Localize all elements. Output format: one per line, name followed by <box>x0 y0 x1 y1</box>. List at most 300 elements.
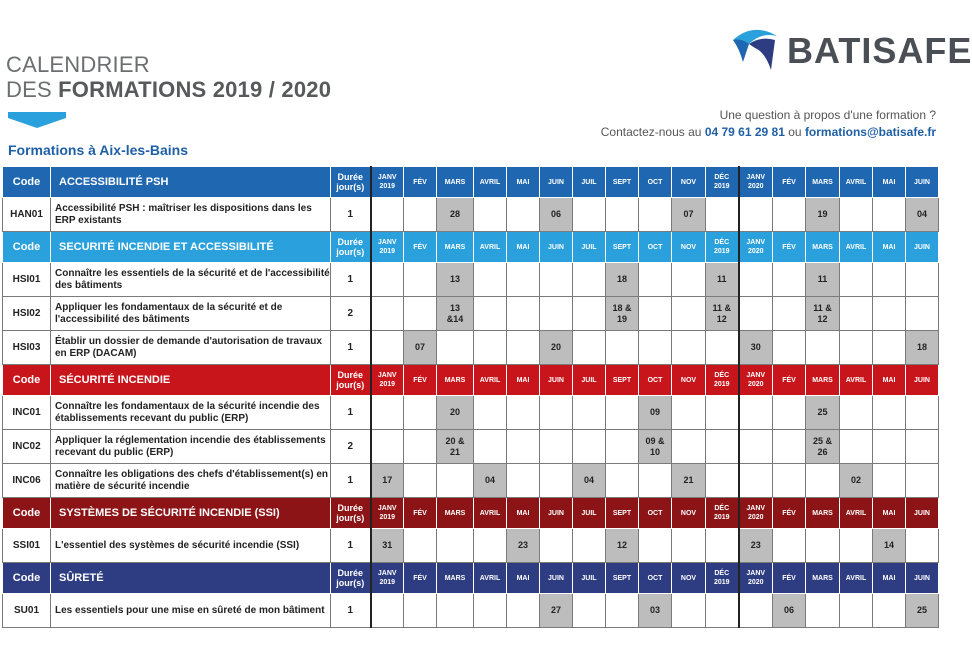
empty-cell <box>573 198 606 232</box>
training-duration: 1 <box>331 396 371 430</box>
month-header: JUIN <box>906 232 939 263</box>
empty-cell <box>540 464 573 498</box>
empty-cell <box>840 198 873 232</box>
session-date-cell[interactable]: 19 <box>806 198 840 232</box>
code-header: Code <box>3 232 51 263</box>
month-header: FÉV <box>404 167 437 198</box>
session-date-cell[interactable]: 12 <box>606 529 639 563</box>
month-header: JANV 2019 <box>371 167 404 198</box>
empty-cell <box>806 529 840 563</box>
month-header: JUIL <box>573 498 606 529</box>
empty-cell <box>873 331 906 365</box>
training-row <box>3 594 939 628</box>
session-date-cell[interactable]: 09 & 10 <box>639 430 672 464</box>
training-code: INC06 <box>3 464 51 498</box>
empty-cell <box>404 529 437 563</box>
empty-cell <box>672 396 706 430</box>
empty-cell <box>873 198 906 232</box>
month-header: JUIN <box>540 365 573 396</box>
empty-cell <box>840 263 873 297</box>
month-header: JANV 2020 <box>739 365 773 396</box>
training-duration: 2 <box>331 297 371 331</box>
month-header: JANV 2019 <box>371 365 404 396</box>
title-prefix: DES <box>6 77 52 102</box>
month-header: OCT <box>639 365 672 396</box>
month-header: NOV <box>672 498 706 529</box>
month-header: DÉC 2019 <box>706 498 739 529</box>
empty-cell <box>672 430 706 464</box>
session-date-cell[interactable]: 25 <box>906 594 939 628</box>
batisafe-logo-icon <box>731 26 781 72</box>
section-title: SÉCURITÉ INCENDIE <box>51 365 331 396</box>
contact-or: ou <box>788 125 802 139</box>
empty-cell <box>840 331 873 365</box>
training-code: SSI01 <box>3 529 51 563</box>
empty-cell <box>806 594 840 628</box>
month-header: MARS <box>437 365 474 396</box>
training-row <box>3 430 939 464</box>
empty-cell <box>739 297 773 331</box>
empty-cell <box>437 464 474 498</box>
training-calendar-table <box>2 166 939 628</box>
session-date-cell[interactable]: 25 & 26 <box>806 430 840 464</box>
session-date-cell[interactable]: 07 <box>672 198 706 232</box>
month-header: JUIN <box>906 365 939 396</box>
phone-link[interactable]: 04 79 61 29 81 <box>704 125 785 139</box>
code-header: Code <box>3 167 51 198</box>
empty-cell <box>773 263 806 297</box>
empty-cell <box>672 594 706 628</box>
month-header: JUIL <box>573 365 606 396</box>
empty-cell <box>507 594 540 628</box>
empty-cell <box>474 297 507 331</box>
section-header-row <box>3 365 939 396</box>
month-header: FÉV <box>404 232 437 263</box>
session-date-cell[interactable]: 11 <box>806 263 840 297</box>
training-duration: 1 <box>331 594 371 628</box>
empty-cell <box>739 594 773 628</box>
contact-line <box>601 124 936 141</box>
session-date-cell[interactable]: 02 <box>840 464 873 498</box>
session-date-cell[interactable]: 21 <box>672 464 706 498</box>
month-header: AVRIL <box>840 498 873 529</box>
empty-cell <box>404 594 437 628</box>
empty-cell <box>371 396 404 430</box>
empty-cell <box>474 331 507 365</box>
month-header: DÉC 2019 <box>706 232 739 263</box>
empty-cell <box>706 430 739 464</box>
month-header: MARS <box>806 167 840 198</box>
month-header: MAI <box>873 563 906 594</box>
month-header: AVRIL <box>840 365 873 396</box>
month-header: FÉV <box>404 365 437 396</box>
session-date-cell[interactable]: 18 <box>606 263 639 297</box>
session-date-cell[interactable]: 14 <box>873 529 906 563</box>
empty-cell <box>906 396 939 430</box>
training-row <box>3 464 939 498</box>
month-header: JANV 2019 <box>371 232 404 263</box>
empty-cell <box>474 263 507 297</box>
empty-cell <box>573 263 606 297</box>
training-code: HSI03 <box>3 331 51 365</box>
empty-cell <box>706 396 739 430</box>
section-header-row <box>3 232 939 263</box>
month-header: FÉV <box>773 365 806 396</box>
title-line-2 <box>6 77 331 103</box>
empty-cell <box>639 297 672 331</box>
empty-cell <box>773 396 806 430</box>
training-label: Connaître les fondamentaux de la sécurité incendie des établissements recevant du public (ERP) <box>51 396 331 430</box>
month-header: SEPT <box>606 232 639 263</box>
empty-cell <box>606 594 639 628</box>
empty-cell <box>474 529 507 563</box>
session-date-cell[interactable]: 23 <box>739 529 773 563</box>
empty-cell <box>437 594 474 628</box>
month-header: FÉV <box>404 563 437 594</box>
session-date-cell[interactable]: 06 <box>540 198 573 232</box>
section-title: ACCESSIBILITÉ PSH <box>51 167 331 198</box>
empty-cell <box>906 430 939 464</box>
month-header: MAI <box>507 563 540 594</box>
empty-cell <box>773 198 806 232</box>
session-date-cell[interactable]: 04 <box>573 464 606 498</box>
month-header: DÉC 2019 <box>706 365 739 396</box>
empty-cell <box>507 297 540 331</box>
month-header: FÉV <box>773 498 806 529</box>
empty-cell <box>639 529 672 563</box>
empty-cell <box>606 430 639 464</box>
session-date-cell[interactable]: 07 <box>404 331 437 365</box>
month-header: MAI <box>507 498 540 529</box>
empty-cell <box>672 263 706 297</box>
empty-cell <box>873 263 906 297</box>
training-label: Connaître les essentiels de la sécurité et de l'accessibilité des bâtiments <box>51 263 331 297</box>
empty-cell <box>371 297 404 331</box>
empty-cell <box>507 396 540 430</box>
session-date-cell[interactable]: 04 <box>906 198 939 232</box>
month-header: MAI <box>507 365 540 396</box>
empty-cell <box>672 331 706 365</box>
empty-cell <box>507 198 540 232</box>
training-label: L'essentiel des systèmes de sécurité incendie (SSI) <box>51 529 331 563</box>
empty-cell <box>706 529 739 563</box>
month-header: JUIN <box>906 563 939 594</box>
empty-cell <box>739 263 773 297</box>
empty-cell <box>706 331 739 365</box>
section-title: SYSTÈMES DE SÉCURITÉ INCENDIE (SSI) <box>51 498 331 529</box>
month-header: SEPT <box>606 167 639 198</box>
empty-cell <box>573 430 606 464</box>
empty-cell <box>739 198 773 232</box>
training-duration: 1 <box>331 263 371 297</box>
empty-cell <box>773 430 806 464</box>
empty-cell <box>606 198 639 232</box>
section-header-row <box>3 498 939 529</box>
month-header: MARS <box>437 563 474 594</box>
month-header: JANV 2020 <box>739 498 773 529</box>
empty-cell <box>840 297 873 331</box>
month-header: JANV 2020 <box>739 232 773 263</box>
location-name: Aix-les-Bains <box>99 142 188 158</box>
empty-cell <box>371 198 404 232</box>
month-header: MAI <box>873 232 906 263</box>
empty-cell <box>371 331 404 365</box>
month-header: AVRIL <box>474 498 507 529</box>
month-header: JANV 2019 <box>371 498 404 529</box>
month-header: JANV 2020 <box>739 167 773 198</box>
month-header: DÉC 2019 <box>706 563 739 594</box>
training-row <box>3 396 939 430</box>
email-link[interactable]: formations@batisafe.fr <box>804 125 936 139</box>
empty-cell <box>404 396 437 430</box>
empty-cell <box>437 331 474 365</box>
month-header: MARS <box>437 498 474 529</box>
session-date-cell[interactable]: 23 <box>507 529 540 563</box>
empty-cell <box>806 464 840 498</box>
session-date-cell[interactable]: 11 <box>706 263 739 297</box>
month-header: JANV 2019 <box>371 563 404 594</box>
location-subtitle: Formations à Aix-les-Bains <box>8 142 188 158</box>
empty-cell <box>606 396 639 430</box>
month-header: JUIL <box>573 563 606 594</box>
training-row <box>3 198 939 232</box>
month-header: SEPT <box>606 498 639 529</box>
session-date-cell[interactable]: 20 & 21 <box>437 430 474 464</box>
contact-block <box>601 107 936 141</box>
month-header: AVRIL <box>474 563 507 594</box>
empty-cell <box>371 263 404 297</box>
empty-cell <box>773 529 806 563</box>
training-label: Appliquer la réglementation incendie des établissements recevant du public (ERP) <box>51 430 331 464</box>
training-label: Appliquer les fondamentaux de la sécurité et de l'accessibilité des bâtiments <box>51 297 331 331</box>
contact-prefix: Contactez-nous au <box>600 125 702 139</box>
empty-cell <box>540 430 573 464</box>
empty-cell <box>706 464 739 498</box>
empty-cell <box>739 396 773 430</box>
empty-cell <box>507 331 540 365</box>
logo-text: BATISAFE <box>787 30 972 71</box>
empty-cell <box>404 464 437 498</box>
session-date-cell[interactable]: 17 <box>371 464 404 498</box>
month-header: NOV <box>672 563 706 594</box>
session-date-cell[interactable]: 18 <box>906 331 939 365</box>
empty-cell <box>906 263 939 297</box>
month-header: NOV <box>672 365 706 396</box>
training-row <box>3 263 939 297</box>
month-header: MARS <box>806 365 840 396</box>
empty-cell <box>806 331 840 365</box>
session-date-cell[interactable]: 27 <box>540 594 573 628</box>
empty-cell <box>573 331 606 365</box>
empty-cell <box>404 430 437 464</box>
section-title: SECURITÉ INCENDIE ET ACCESSIBILITÉ <box>51 232 331 263</box>
duration-header: Durée jour(s) <box>331 563 371 594</box>
month-header: NOV <box>672 232 706 263</box>
month-header: JUIN <box>906 167 939 198</box>
training-duration: 1 <box>331 529 371 563</box>
empty-cell <box>639 331 672 365</box>
empty-cell <box>773 331 806 365</box>
session-date-cell[interactable]: 06 <box>773 594 806 628</box>
session-date-cell[interactable]: 20 <box>540 331 573 365</box>
empty-cell <box>739 430 773 464</box>
duration-header: Durée jour(s) <box>331 167 371 198</box>
session-date-cell[interactable]: 28 <box>437 198 474 232</box>
month-header: MARS <box>806 232 840 263</box>
session-date-cell[interactable]: 11 & 12 <box>806 297 840 331</box>
month-header: FÉV <box>773 563 806 594</box>
session-date-cell[interactable]: 13 <box>437 263 474 297</box>
empty-cell <box>906 297 939 331</box>
title-line-1: CALENDRIER <box>6 52 150 77</box>
training-code: HSI02 <box>3 297 51 331</box>
month-header: OCT <box>639 498 672 529</box>
month-header: FÉV <box>773 232 806 263</box>
empty-cell <box>573 297 606 331</box>
duration-header: Durée jour(s) <box>331 365 371 396</box>
session-date-cell[interactable]: 13 &14 <box>437 297 474 331</box>
session-date-cell[interactable]: 09 <box>639 396 672 430</box>
month-header: AVRIL <box>840 232 873 263</box>
month-header: AVRIL <box>474 232 507 263</box>
month-header: AVRIL <box>840 167 873 198</box>
training-code: SU01 <box>3 594 51 628</box>
empty-cell <box>606 464 639 498</box>
session-date-cell[interactable]: 03 <box>639 594 672 628</box>
empty-cell <box>371 594 404 628</box>
training-duration: 1 <box>331 464 371 498</box>
month-header: OCT <box>639 563 672 594</box>
month-header: MAI <box>873 498 906 529</box>
duration-header: Durée jour(s) <box>331 498 371 529</box>
empty-cell <box>573 594 606 628</box>
month-header: JUIN <box>540 232 573 263</box>
month-header: NOV <box>672 167 706 198</box>
training-code: INC01 <box>3 396 51 430</box>
title-bold: FORMATIONS 2019 / 2020 <box>58 77 332 102</box>
training-label: Les essentiels pour une mise en sûreté de mon bâtiment <box>51 594 331 628</box>
session-date-cell[interactable]: 11 & 12 <box>706 297 739 331</box>
chevron-down-icon <box>8 112 66 128</box>
session-date-cell[interactable]: 18 & 19 <box>606 297 639 331</box>
month-header: MAI <box>507 232 540 263</box>
month-header: JUIN <box>540 498 573 529</box>
training-code: HSI01 <box>3 263 51 297</box>
training-label: Connaître les obligations des chefs d'établissement(s) en matière de sécurité incendie <box>51 464 331 498</box>
empty-cell <box>773 464 806 498</box>
empty-cell <box>840 529 873 563</box>
empty-cell <box>873 297 906 331</box>
training-row <box>3 297 939 331</box>
code-header: Code <box>3 563 51 594</box>
training-label: Accessibilité PSH : maîtriser les dispositions dans les ERP existants <box>51 198 331 232</box>
month-header: MARS <box>437 232 474 263</box>
batisafe-logo <box>731 26 972 74</box>
month-header: JUIN <box>540 563 573 594</box>
section-title: SÛRETÉ <box>51 563 331 594</box>
month-header: AVRIL <box>474 365 507 396</box>
section-header-row <box>3 563 939 594</box>
empty-cell <box>474 430 507 464</box>
empty-cell <box>606 331 639 365</box>
empty-cell <box>706 594 739 628</box>
empty-cell <box>706 198 739 232</box>
section-header-row <box>3 167 939 198</box>
empty-cell <box>906 529 939 563</box>
contact-question: Une question à propos d'une formation ? <box>719 108 936 122</box>
month-header: SEPT <box>606 365 639 396</box>
code-header: Code <box>3 498 51 529</box>
session-date-cell[interactable]: 30 <box>739 331 773 365</box>
training-code: INC02 <box>3 430 51 464</box>
session-date-cell[interactable]: 04 <box>474 464 507 498</box>
session-date-cell[interactable]: 31 <box>371 529 404 563</box>
month-header: JUIL <box>573 232 606 263</box>
empty-cell <box>840 430 873 464</box>
empty-cell <box>507 430 540 464</box>
empty-cell <box>540 297 573 331</box>
empty-cell <box>672 297 706 331</box>
duration-header: Durée jour(s) <box>331 232 371 263</box>
month-header: JUIN <box>906 498 939 529</box>
month-header: MARS <box>806 563 840 594</box>
empty-cell <box>540 396 573 430</box>
month-header: OCT <box>639 232 672 263</box>
training-code: HAN01 <box>3 198 51 232</box>
empty-cell <box>573 529 606 563</box>
session-date-cell[interactable]: 25 <box>806 396 840 430</box>
training-duration: 1 <box>331 198 371 232</box>
empty-cell <box>739 464 773 498</box>
month-header: JUIL <box>573 167 606 198</box>
month-header: DÉC 2019 <box>706 167 739 198</box>
month-header: SEPT <box>606 563 639 594</box>
empty-cell <box>639 198 672 232</box>
empty-cell <box>873 430 906 464</box>
month-header: MAI <box>873 167 906 198</box>
empty-cell <box>474 594 507 628</box>
empty-cell <box>404 297 437 331</box>
empty-cell <box>873 464 906 498</box>
empty-cell <box>906 464 939 498</box>
empty-cell <box>507 464 540 498</box>
empty-cell <box>873 594 906 628</box>
empty-cell <box>672 529 706 563</box>
empty-cell <box>840 396 873 430</box>
month-header: MARS <box>437 167 474 198</box>
empty-cell <box>773 297 806 331</box>
session-date-cell[interactable]: 20 <box>437 396 474 430</box>
month-header: JUIN <box>540 167 573 198</box>
month-header: AVRIL <box>474 167 507 198</box>
training-row <box>3 331 939 365</box>
empty-cell <box>371 430 404 464</box>
empty-cell <box>873 396 906 430</box>
empty-cell <box>540 263 573 297</box>
empty-cell <box>840 594 873 628</box>
month-header: JANV 2020 <box>739 563 773 594</box>
empty-cell <box>404 198 437 232</box>
empty-cell <box>573 396 606 430</box>
month-header: MAI <box>873 365 906 396</box>
training-duration: 1 <box>331 331 371 365</box>
training-label: Établir un dossier de demande d'autorisation de travaux en ERP (DACAM) <box>51 331 331 365</box>
training-duration: 2 <box>331 430 371 464</box>
empty-cell <box>639 464 672 498</box>
empty-cell <box>540 529 573 563</box>
month-header: AVRIL <box>840 563 873 594</box>
code-header: Code <box>3 365 51 396</box>
